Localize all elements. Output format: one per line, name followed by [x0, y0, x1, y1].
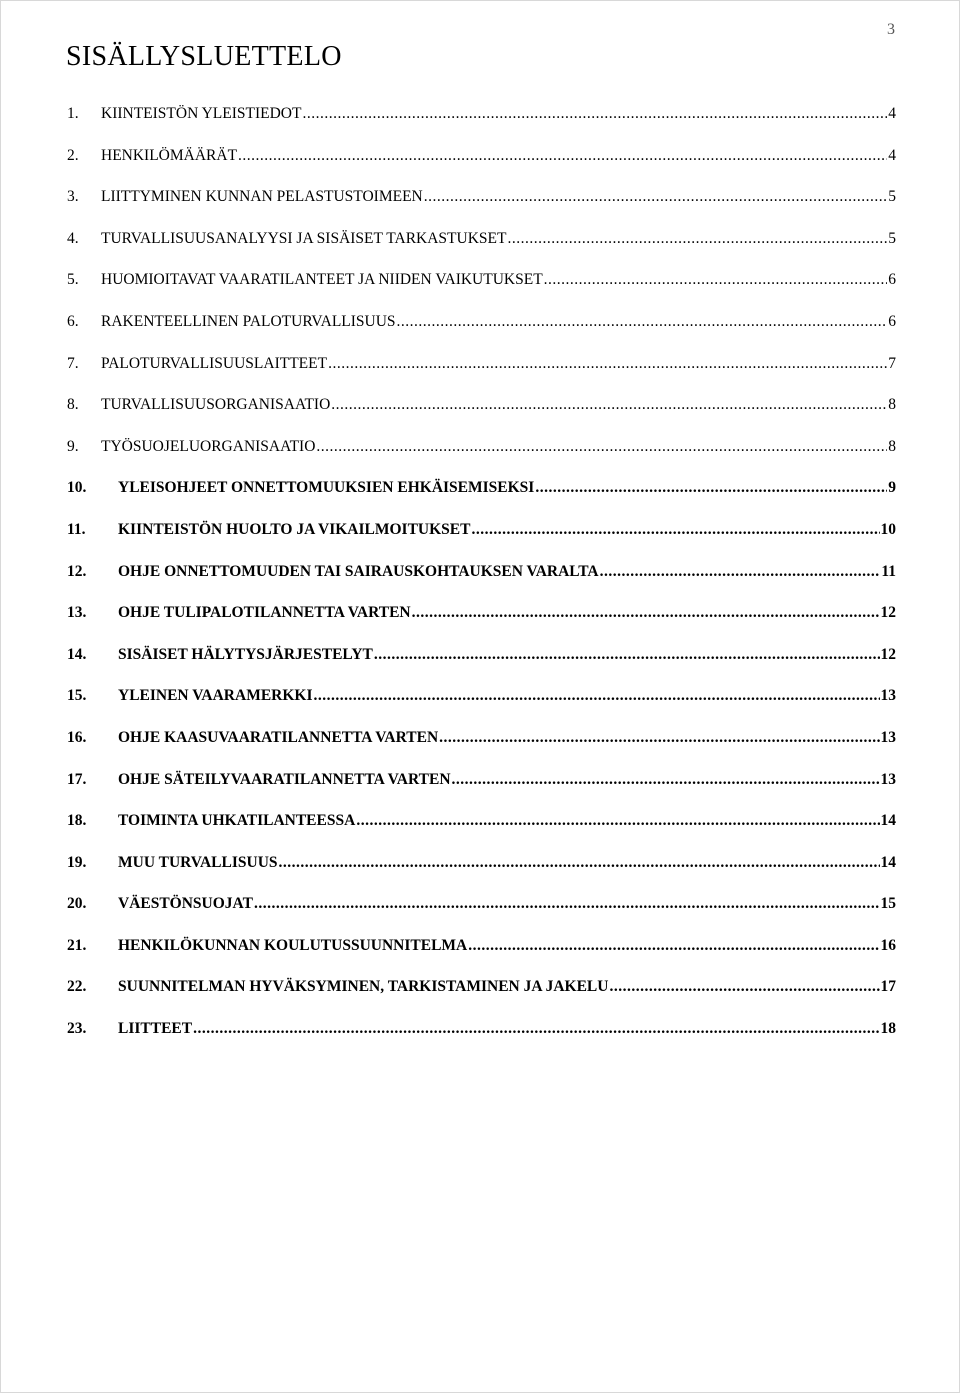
toc-dot-leader — [193, 1020, 879, 1038]
toc-entry-number: 14. — [67, 645, 87, 663]
toc-entry[interactable] — [67, 854, 896, 896]
toc-entry[interactable] — [67, 479, 896, 521]
toc-entry-number: 8. — [67, 396, 79, 414]
toc-entry-number: 12. — [67, 562, 87, 580]
toc-dot-leader — [507, 230, 887, 248]
toc-entry-title: OHJE SÄTEILYVAARATILANNETTA VARTEN — [118, 770, 451, 788]
table-of-contents — [67, 105, 896, 1062]
toc-dot-leader — [238, 147, 887, 165]
toc-entry-title: KIINTEISTÖN HUOLTO JA VIKAILMOITUKSET — [118, 520, 471, 538]
toc-entry-number: 13. — [67, 604, 87, 622]
toc-entry-title: OHJE ONNETTOMUUDEN TAI SAIRAUSKOHTAUKSEN VARALTA — [118, 562, 599, 580]
toc-dot-leader — [302, 105, 887, 123]
toc-entry[interactable] — [67, 355, 896, 397]
toc-entry-title: PALOTURVALLISUUSLAITTEET — [101, 354, 328, 372]
toc-entry-page: 16 — [880, 936, 896, 954]
toc-entry-number: 17. — [67, 770, 87, 788]
toc-entry[interactable] — [67, 687, 896, 729]
toc-entry-page: 7 — [888, 354, 896, 372]
toc-entry-title: TYÖSUOJELUORGANISAATIO — [101, 437, 316, 455]
toc-dot-leader — [600, 563, 881, 581]
toc-entry[interactable] — [67, 438, 896, 480]
toc-entry-title: SUUNNITELMAN HYVÄKSYMINEN, TARKISTAMINEN JA JAKELU — [118, 978, 609, 996]
toc-entry[interactable] — [67, 147, 896, 189]
toc-entry-title: SISÄISET HÄLYTYSJÄRJESTELYT — [118, 645, 373, 663]
toc-entry-title: KIINTEISTÖN YLEISTIEDOT — [101, 105, 302, 122]
toc-entry-page: 9 — [888, 479, 896, 497]
toc-entry-title: VÄESTÖNSUOJAT — [118, 895, 253, 913]
toc-entry-title: YLEISOHJEET ONNETTOMUUKSIEN EHKÄISEMISEKSI — [118, 479, 535, 497]
toc-entry-number: 23. — [67, 1020, 87, 1038]
toc-entry-page: 10 — [880, 520, 896, 538]
toc-entry-title: LIITTEET — [118, 1020, 193, 1038]
toc-entry-number: 22. — [67, 978, 87, 996]
toc-entry-title: TOIMINTA UHKATILANTEESSA — [118, 812, 356, 830]
toc-entry-title: RAKENTEELLINEN PALOTURVALLISUUS — [101, 312, 396, 330]
toc-dot-leader — [397, 313, 888, 331]
toc-dot-leader — [452, 771, 880, 789]
toc-entry-title: OHJE KAASUVAARATILANNETTA VARTEN — [118, 728, 439, 746]
toc-entry[interactable] — [67, 396, 896, 438]
toc-dot-leader — [439, 729, 879, 747]
toc-dot-leader — [314, 687, 880, 705]
toc-dot-leader — [544, 271, 888, 289]
toc-entry-page: 12 — [880, 645, 896, 663]
toc-dot-leader — [468, 937, 879, 955]
toc-entry-page: 14 — [880, 812, 896, 830]
toc-entry-title: YLEINEN VAARAMERKKI — [118, 687, 313, 705]
toc-entry-title: TURVALLISUUSANALYYSI JA SISÄISET TARKASTUKSET — [101, 229, 507, 247]
toc-entry[interactable] — [67, 563, 896, 605]
toc-entry-title: OHJE TULIPALOTILANNETTA VARTEN — [118, 604, 411, 622]
toc-entry[interactable] — [67, 978, 896, 1020]
toc-dot-leader — [609, 978, 879, 996]
toc-entry-page: 5 — [888, 188, 896, 206]
toc-dot-leader — [471, 521, 879, 539]
page-title: SISÄLLYSLUETTELO — [66, 41, 342, 72]
toc-entry-number: 7. — [67, 354, 79, 372]
toc-dot-leader — [254, 895, 880, 913]
toc-entry-page: 6 — [888, 271, 896, 289]
toc-entry-title: TURVALLISUUSORGANISAATIO — [101, 396, 331, 414]
toc-entry-title: MUU TURVALLISUUS — [118, 853, 278, 871]
toc-entry[interactable] — [67, 646, 896, 688]
toc-entry-number: 6. — [67, 312, 79, 330]
toc-entry[interactable] — [67, 1020, 896, 1062]
toc-dot-leader — [374, 646, 880, 664]
toc-entry-number: 10. — [67, 479, 87, 497]
toc-dot-leader — [412, 604, 880, 622]
toc-entry-number: 19. — [67, 853, 87, 871]
toc-entry-title: LIITTYMINEN KUNNAN PELASTUSTOIMEEN — [101, 188, 423, 206]
toc-entry-page: 4 — [888, 105, 896, 122]
toc-entry[interactable] — [67, 812, 896, 854]
toc-entry[interactable] — [67, 313, 896, 355]
toc-entry-number: 15. — [67, 687, 87, 705]
toc-entry-page: 5 — [888, 229, 896, 247]
toc-entry[interactable] — [67, 771, 896, 813]
toc-entry-number: 1. — [67, 105, 79, 122]
toc-entry-number: 9. — [67, 437, 79, 455]
toc-entry[interactable] — [67, 937, 896, 979]
toc-entry-number: 20. — [67, 895, 87, 913]
toc-entry-page: 8 — [888, 437, 896, 455]
toc-entry-number: 18. — [67, 812, 87, 830]
toc-entry-page: 6 — [888, 312, 896, 330]
toc-dot-leader — [535, 479, 887, 497]
toc-entry[interactable] — [67, 105, 896, 147]
toc-entry-number: 16. — [67, 728, 87, 746]
toc-entry-page: 12 — [880, 604, 896, 622]
toc-entry-number: 21. — [67, 936, 87, 954]
toc-dot-leader — [279, 854, 880, 872]
toc-entry[interactable] — [67, 521, 896, 563]
toc-dot-leader — [424, 188, 888, 206]
toc-entry-page: 8 — [888, 396, 896, 414]
toc-entry-page: 13 — [880, 728, 896, 746]
toc-entry-page: 18 — [880, 1020, 896, 1038]
toc-entry-page: 14 — [880, 853, 896, 871]
toc-entry[interactable] — [67, 271, 896, 313]
toc-entry-title: HENKILÖKUNNAN KOULUTUSSUUNNITELMA — [118, 936, 468, 954]
toc-dot-leader — [328, 355, 887, 373]
page-number: 3 — [887, 21, 895, 38]
toc-entry-page: 15 — [880, 895, 896, 913]
toc-dot-leader — [356, 812, 879, 830]
toc-entry-number: 2. — [67, 146, 79, 164]
toc-dot-leader — [316, 438, 887, 456]
toc-entry-page: 11 — [881, 562, 896, 580]
toc-entry-title: HENKILÖMÄÄRÄT — [101, 146, 238, 164]
toc-dot-leader — [331, 396, 887, 414]
toc-entry-number: 5. — [67, 271, 79, 289]
toc-entry-page: 13 — [880, 687, 896, 705]
toc-entry-number: 3. — [67, 188, 79, 206]
toc-entry[interactable] — [67, 604, 896, 646]
toc-entry-number: 4. — [67, 229, 79, 247]
toc-entry-title: HUOMIOITAVAT VAARATILANTEET JA NIIDEN VAIKUTUKSET — [101, 271, 543, 289]
toc-entry[interactable] — [67, 729, 896, 771]
toc-entry[interactable] — [67, 230, 896, 272]
toc-entry-number: 11. — [67, 520, 86, 538]
toc-entry-page: 17 — [880, 978, 896, 996]
toc-entry[interactable] — [67, 895, 896, 937]
toc-entry-page: 4 — [888, 146, 896, 164]
toc-entry-page: 13 — [880, 770, 896, 788]
toc-entry[interactable] — [67, 188, 896, 230]
